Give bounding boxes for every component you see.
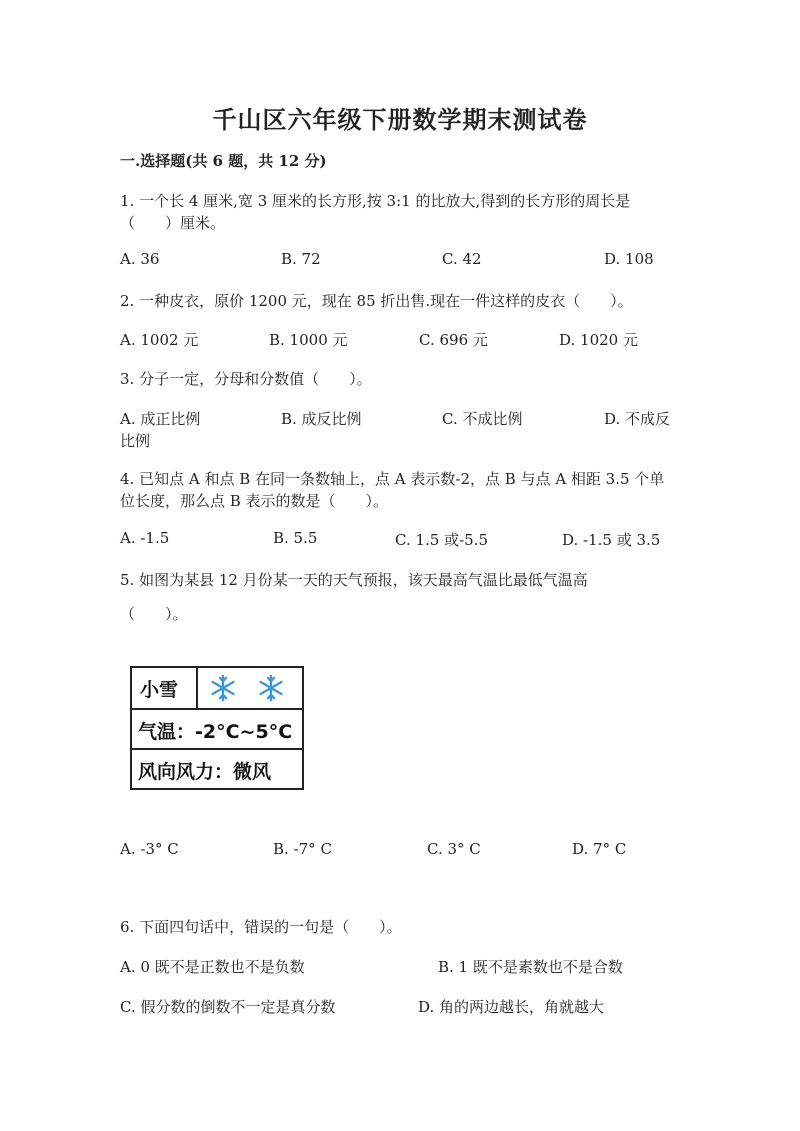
q4-option-d: D. -1.5 或 3.5 [562, 531, 661, 549]
q6-option-b: B. 1 既不是素数也不是合数 [438, 958, 623, 976]
q4-option-a: A. -1.5 [120, 529, 170, 547]
weather-condition: 小雪 [132, 668, 198, 708]
question-5-text-cont: （ ）。 [120, 605, 188, 623]
q3-option-d: D. 不成反 [604, 410, 671, 428]
q3-option-d-wrap: 比例 [120, 432, 151, 450]
q2-option-a: A. 1002 元 [120, 331, 199, 349]
q3-option-a: A. 成正比例 [120, 410, 201, 428]
weather-forecast-card [130, 666, 304, 790]
question-2-text: 2. 一种皮衣，原价 1200 元，现在 85 折出售.现在一件这样的皮衣（ ）。 [120, 292, 633, 310]
q6-option-c: C. 假分数的倒数不一定是真分数 [120, 998, 336, 1016]
question-6-text: 6. 下面四句话中，错误的一句是（ ）。 [120, 918, 402, 936]
q5-option-b: B. -7° C [273, 840, 332, 858]
q2-option-d: D. 1020 元 [559, 331, 638, 349]
q6-option-a: A. 0 既不是正数也不是负数 [120, 958, 305, 976]
section-heading: 一.选择题(共 6 题，共 12 分) [120, 152, 327, 170]
question-1-text-cont: （ ）厘米。 [120, 214, 226, 232]
question-4-text: 4. 已知点 A 和点 B 在同一条数轴上，点 A 表示数-2，点 B 与点 A 相距 3.5 个单 [120, 470, 665, 488]
q1-option-b: B. 72 [281, 250, 321, 268]
weather-temperature: 气温：-2°C~5°C [138, 720, 293, 743]
snowflake-icon [208, 673, 238, 703]
q2-option-c: C. 696 元 [419, 331, 488, 349]
page-title: 千山区六年级下册数学期末测试卷 [212, 105, 588, 134]
q1-option-a: A. 36 [120, 250, 160, 268]
q6-option-d: D. 角的两边越长，角就越大 [418, 998, 605, 1016]
q3-option-c: C. 不成比例 [442, 410, 523, 428]
question-3-text: 3. 分子一定，分母和分数值（ ）。 [120, 370, 372, 388]
question-1-text: 1. 一个长 4 厘米,宽 3 厘米的长方形,按 3:1 的比放大,得到的长方形的周长是 [120, 192, 631, 210]
q2-option-b: B. 1000 元 [269, 331, 348, 349]
q4-option-b: B. 5.5 [273, 529, 318, 547]
q5-option-d: D. 7° C [572, 840, 627, 858]
snowflake-icon [256, 673, 286, 703]
question-5-text: 5. 如图为某县 12 月份某一天的天气预报，该天最高气温比最低气温高 [120, 571, 588, 589]
q3-option-b: B. 成反比例 [281, 410, 362, 428]
q1-option-d: D. 108 [604, 250, 654, 268]
q4-option-c: C. 1.5 或-5.5 [395, 531, 489, 549]
q5-option-a: A. -3° C [120, 840, 179, 858]
weather-wind: 风向风力：微风 [138, 760, 272, 783]
q5-option-c: C. 3° C [427, 840, 481, 858]
q1-option-c: C. 42 [442, 250, 482, 268]
question-4-text-cont: 位长度，那么点 B 表示的数是（ ）。 [120, 492, 389, 510]
